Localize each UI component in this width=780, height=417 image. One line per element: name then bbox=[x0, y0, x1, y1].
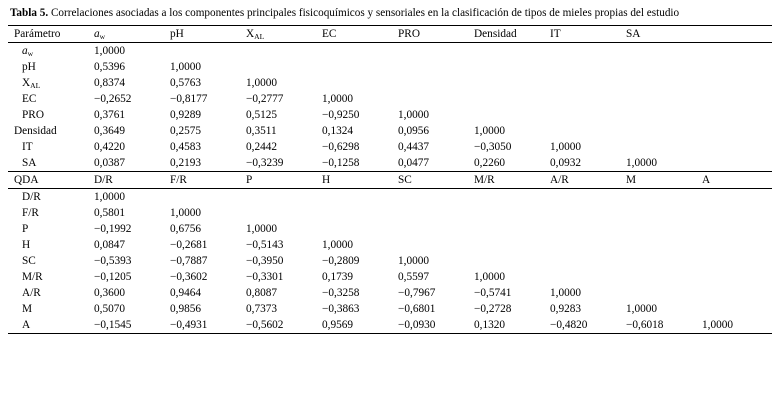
header-h: H bbox=[318, 172, 394, 189]
cell bbox=[698, 301, 772, 317]
cell: −0,4820 bbox=[546, 317, 622, 334]
cell bbox=[546, 91, 622, 107]
row-label-p: P bbox=[22, 223, 29, 235]
header-p: P bbox=[242, 172, 318, 189]
cell: 0,5070 bbox=[94, 303, 126, 315]
cell bbox=[622, 237, 698, 253]
cell bbox=[318, 221, 394, 237]
cell: 0,1324 bbox=[322, 125, 354, 137]
table-row bbox=[8, 107, 772, 123]
cell bbox=[622, 285, 698, 301]
cell bbox=[546, 189, 622, 206]
cell: 0,8374 bbox=[94, 77, 126, 89]
cell bbox=[546, 253, 622, 269]
cell: 1,0000 bbox=[94, 191, 126, 203]
cell: −0,3239 bbox=[246, 157, 284, 169]
correlation-table bbox=[8, 25, 772, 334]
cell: 0,1320 bbox=[470, 317, 546, 334]
cell: −0,3602 bbox=[170, 271, 208, 283]
table-caption-text: Correlaciones asociadas a los componentes principales fisicoquímicos y sensoriales en la clasificación de tipos de mieles propias del estudio bbox=[50, 7, 680, 19]
cell: −0,1992 bbox=[94, 223, 132, 235]
cell bbox=[166, 189, 242, 206]
cell: 0,0847 bbox=[94, 239, 126, 251]
cell: 0,5801 bbox=[94, 207, 126, 219]
cell: 1,0000 bbox=[322, 93, 354, 105]
table-row bbox=[8, 301, 772, 317]
cell bbox=[394, 237, 470, 253]
cell: −0,6018 bbox=[622, 317, 698, 334]
header-xal: $X_{AL}$ bbox=[242, 26, 318, 43]
cell bbox=[546, 107, 622, 123]
cell: 1,0000 bbox=[398, 109, 430, 121]
cell: −0,2728 bbox=[474, 303, 512, 315]
table-row bbox=[8, 285, 772, 301]
cell: −0,2681 bbox=[170, 239, 208, 251]
cell: 0,1739 bbox=[322, 271, 354, 283]
table-row bbox=[8, 43, 772, 60]
table-row bbox=[8, 75, 772, 91]
cell: 0,2442 bbox=[246, 141, 278, 153]
cell: 0,4437 bbox=[398, 141, 430, 153]
table-row bbox=[8, 317, 772, 334]
cell: −0,5741 bbox=[474, 287, 512, 299]
cell bbox=[318, 205, 394, 221]
cell bbox=[698, 75, 772, 91]
table-row bbox=[8, 237, 772, 253]
cell: 1,0000 bbox=[246, 77, 278, 89]
header-ph: pH bbox=[166, 26, 242, 43]
header-a: A bbox=[698, 172, 772, 189]
cell bbox=[394, 59, 470, 75]
cell: 1,0000 bbox=[626, 157, 658, 169]
table-body-physicochemical bbox=[8, 26, 772, 334]
cell: −0,7967 bbox=[398, 287, 436, 299]
table-row bbox=[8, 221, 772, 237]
cell bbox=[470, 75, 546, 91]
cell: −0,3050 bbox=[474, 141, 512, 153]
cell: −0,1205 bbox=[94, 271, 132, 283]
row-label-sa: SA bbox=[22, 157, 37, 169]
cell bbox=[394, 189, 470, 206]
cell bbox=[698, 91, 772, 107]
cell bbox=[470, 253, 546, 269]
row-label-ph: pH bbox=[22, 61, 36, 73]
cell bbox=[470, 221, 546, 237]
header-row-physicochemical bbox=[8, 26, 772, 43]
row-label-a: A bbox=[8, 317, 90, 334]
row-label-dr: D/R bbox=[22, 191, 41, 203]
cell: 0,9464 bbox=[170, 287, 202, 299]
cell: −0,2809 bbox=[322, 255, 360, 267]
cell bbox=[622, 123, 698, 139]
cell bbox=[318, 189, 394, 206]
cell bbox=[622, 139, 698, 155]
cell: 1,0000 bbox=[550, 141, 582, 153]
header-mr: M/R bbox=[470, 172, 546, 189]
cell bbox=[698, 269, 772, 285]
table-row bbox=[8, 269, 772, 285]
header-empty bbox=[698, 26, 772, 43]
cell bbox=[698, 285, 772, 301]
cell: 0,0477 bbox=[398, 157, 430, 169]
cell bbox=[470, 205, 546, 221]
cell: 1,0000 bbox=[550, 287, 582, 299]
row-label-m: M bbox=[22, 303, 33, 315]
cell bbox=[318, 75, 394, 91]
cell: 1,0000 bbox=[322, 239, 354, 251]
cell: −0,6298 bbox=[322, 141, 360, 153]
table-row bbox=[8, 59, 772, 75]
cell: −0,6801 bbox=[398, 303, 436, 315]
header-m: M bbox=[622, 172, 698, 189]
row-label-h: H bbox=[22, 239, 31, 251]
header-sc: SC bbox=[394, 172, 470, 189]
cell bbox=[242, 43, 318, 60]
cell: −0,9250 bbox=[322, 109, 360, 121]
cell bbox=[166, 43, 242, 60]
table-row bbox=[8, 253, 772, 269]
cell bbox=[698, 107, 772, 123]
header-it: IT bbox=[546, 26, 622, 43]
cell: 0,8087 bbox=[246, 287, 278, 299]
cell: 1,0000 bbox=[170, 61, 202, 73]
cell: 0,4583 bbox=[170, 141, 202, 153]
cell bbox=[242, 189, 318, 206]
table-row bbox=[8, 205, 772, 221]
cell bbox=[546, 59, 622, 75]
cell: −0,3301 bbox=[246, 271, 284, 283]
cell bbox=[698, 139, 772, 155]
cell: −0,2777 bbox=[246, 93, 284, 105]
row-label-pro: PRO bbox=[22, 109, 44, 121]
cell: −0,1258 bbox=[322, 157, 360, 169]
table-row bbox=[8, 139, 772, 155]
cell: −0,1545 bbox=[90, 317, 166, 334]
cell bbox=[622, 221, 698, 237]
header-sa: SA bbox=[622, 26, 698, 43]
cell bbox=[698, 123, 772, 139]
cell: 0,0387 bbox=[94, 157, 126, 169]
header-fr: F/R bbox=[166, 172, 242, 189]
table-row bbox=[8, 155, 772, 172]
cell: 0,5125 bbox=[246, 109, 278, 121]
cell bbox=[394, 43, 470, 60]
cell: 1,0000 bbox=[94, 45, 126, 57]
header-parametro: Parámetro bbox=[8, 26, 90, 43]
cell: −0,3258 bbox=[322, 287, 360, 299]
cell: −0,5393 bbox=[94, 255, 132, 267]
row-label-fr: F/R bbox=[22, 207, 39, 219]
cell: 0,0956 bbox=[398, 125, 430, 137]
header-densidad: Densidad bbox=[470, 26, 546, 43]
cell: 1,0000 bbox=[246, 223, 278, 235]
header-row-sensory bbox=[8, 172, 772, 189]
cell bbox=[394, 221, 470, 237]
cell bbox=[546, 221, 622, 237]
cell bbox=[546, 75, 622, 91]
cell: 1,0000 bbox=[474, 125, 506, 137]
cell bbox=[622, 253, 698, 269]
cell: 0,3600 bbox=[94, 287, 126, 299]
cell bbox=[546, 205, 622, 221]
header-qda: QDA bbox=[8, 172, 90, 189]
cell bbox=[622, 59, 698, 75]
cell bbox=[546, 237, 622, 253]
header-pro: PRO bbox=[394, 26, 470, 43]
row-label-sc: SC bbox=[22, 255, 36, 267]
row-label-densidad: Densidad bbox=[14, 125, 57, 137]
cell: 1,0000 bbox=[698, 317, 772, 334]
cell bbox=[622, 189, 698, 206]
cell: 0,2260 bbox=[474, 157, 506, 169]
cell bbox=[698, 59, 772, 75]
cell bbox=[622, 43, 698, 60]
cell: −0,2652 bbox=[94, 93, 132, 105]
cell bbox=[470, 43, 546, 60]
table-caption bbox=[8, 6, 772, 25]
cell bbox=[622, 75, 698, 91]
cell: 0,9283 bbox=[550, 303, 582, 315]
cell bbox=[470, 91, 546, 107]
cell: 0,5597 bbox=[398, 271, 430, 283]
cell: 0,9289 bbox=[170, 109, 202, 121]
cell: −0,5602 bbox=[242, 317, 318, 334]
cell bbox=[546, 43, 622, 60]
row-label-aw: $a_w$ bbox=[22, 45, 34, 58]
cell bbox=[394, 75, 470, 91]
row-label-xal: $X_{AL}$ bbox=[22, 77, 41, 90]
table-row bbox=[8, 91, 772, 107]
cell: 0,3761 bbox=[94, 109, 126, 121]
cell bbox=[470, 189, 546, 206]
header-ar: A/R bbox=[546, 172, 622, 189]
row-label-ec: EC bbox=[22, 93, 37, 105]
cell bbox=[318, 59, 394, 75]
cell bbox=[318, 43, 394, 60]
cell: −0,3950 bbox=[246, 255, 284, 267]
row-label-mr: M/R bbox=[22, 271, 43, 283]
row-label-ar: A/R bbox=[22, 287, 41, 299]
header-dr: D/R bbox=[90, 172, 166, 189]
cell bbox=[698, 155, 772, 172]
cell: −0,5143 bbox=[246, 239, 284, 251]
cell: 0,6756 bbox=[170, 223, 202, 235]
cell: −0,3863 bbox=[322, 303, 360, 315]
table-caption-label: Tabla 5. bbox=[10, 7, 49, 19]
cell: 0,2575 bbox=[170, 125, 202, 137]
cell bbox=[546, 123, 622, 139]
cell bbox=[394, 91, 470, 107]
cell: −0,8177 bbox=[170, 93, 208, 105]
cell bbox=[698, 253, 772, 269]
row-label-it: IT bbox=[22, 141, 33, 153]
cell bbox=[698, 205, 772, 221]
cell: 0,7373 bbox=[246, 303, 278, 315]
table-row bbox=[8, 189, 772, 206]
cell: 1,0000 bbox=[626, 303, 658, 315]
table-row bbox=[8, 123, 772, 139]
header-ec: EC bbox=[318, 26, 394, 43]
cell bbox=[698, 221, 772, 237]
cell bbox=[470, 237, 546, 253]
cell: 0,0932 bbox=[550, 157, 582, 169]
cell: 0,3511 bbox=[246, 125, 277, 137]
cell: −0,0930 bbox=[394, 317, 470, 334]
cell bbox=[622, 91, 698, 107]
cell bbox=[546, 269, 622, 285]
cell bbox=[698, 189, 772, 206]
cell bbox=[622, 269, 698, 285]
cell bbox=[470, 107, 546, 123]
cell: 1,0000 bbox=[474, 271, 506, 283]
cell bbox=[242, 59, 318, 75]
cell: 0,2193 bbox=[170, 157, 202, 169]
cell: 1,0000 bbox=[398, 255, 430, 267]
cell bbox=[698, 237, 772, 253]
cell bbox=[394, 205, 470, 221]
cell bbox=[242, 205, 318, 221]
cell: 0,5763 bbox=[170, 77, 202, 89]
cell: −0,7887 bbox=[170, 255, 208, 267]
cell: 0,9856 bbox=[170, 303, 202, 315]
cell: −0,4931 bbox=[166, 317, 242, 334]
cell bbox=[622, 107, 698, 123]
cell: 0,5396 bbox=[94, 61, 126, 73]
cell bbox=[622, 205, 698, 221]
cell: 0,9569 bbox=[318, 317, 394, 334]
header-aw: $a_w$ bbox=[90, 26, 166, 43]
cell: 0,4220 bbox=[94, 141, 126, 153]
cell: 1,0000 bbox=[170, 207, 202, 219]
cell bbox=[470, 59, 546, 75]
cell bbox=[698, 43, 772, 60]
cell: 0,3649 bbox=[94, 125, 126, 137]
